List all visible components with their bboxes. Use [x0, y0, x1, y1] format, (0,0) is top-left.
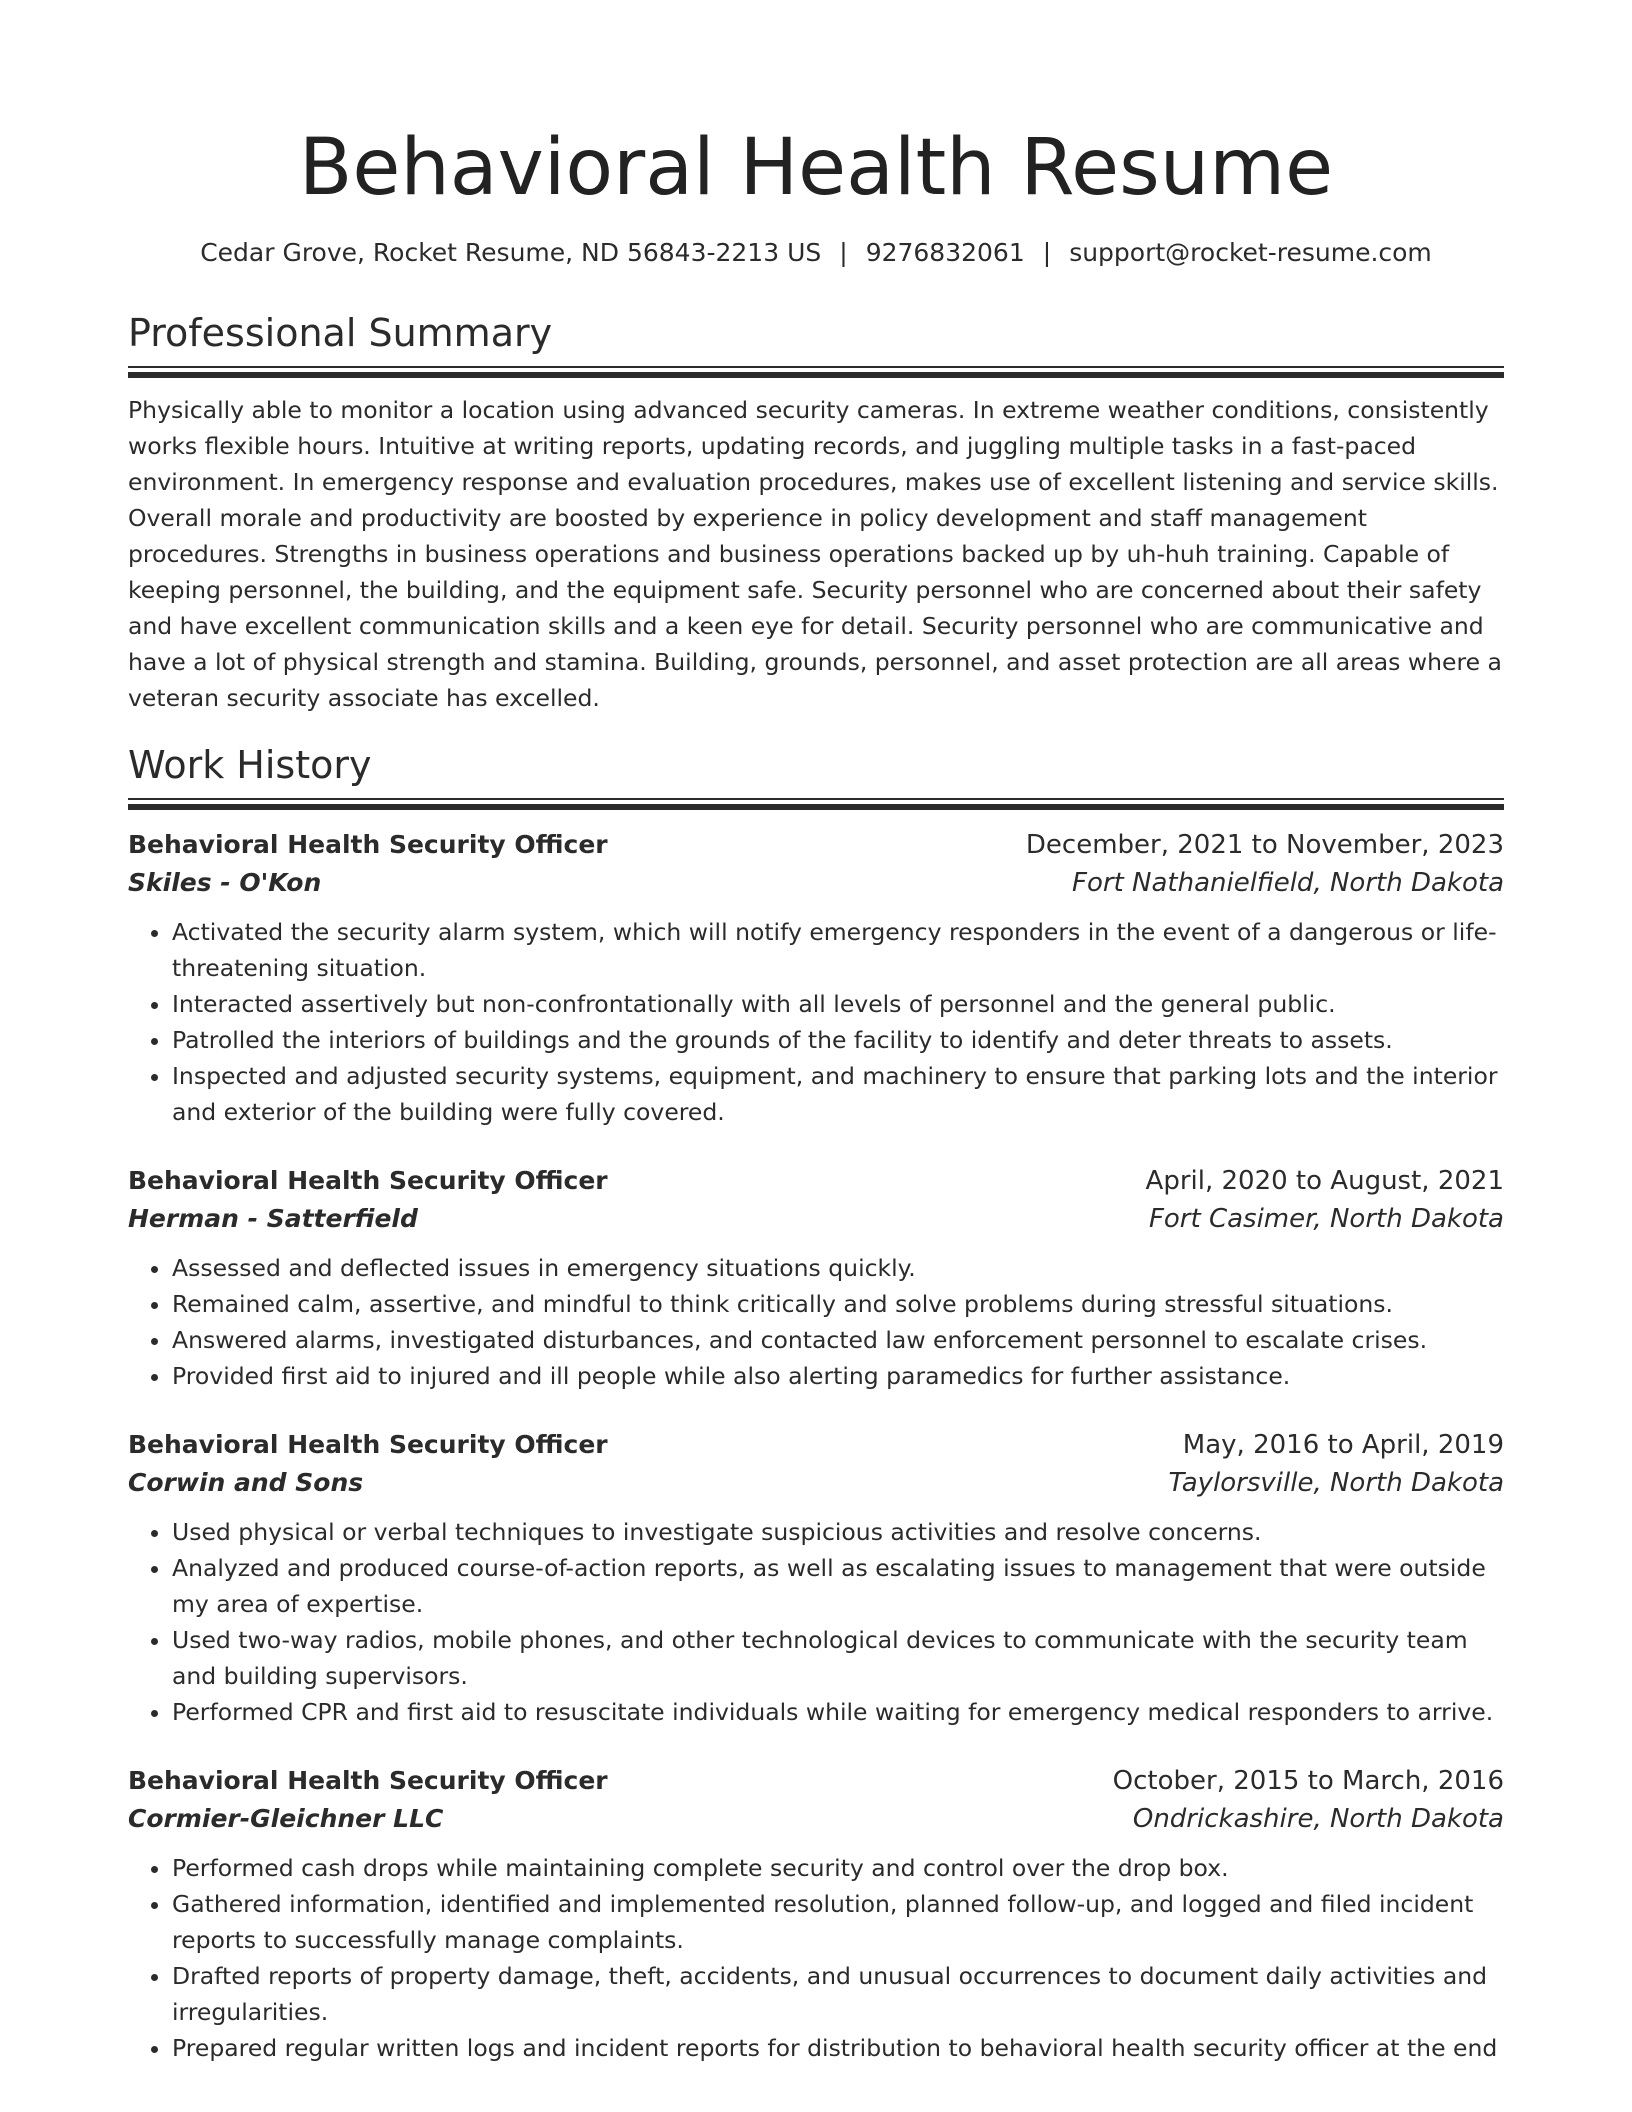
job-entry — [128, 826, 1504, 1130]
job-bullet: • Remained calm, assertive, and mindful to think critically and solve problems during stressful situations. — [172, 1286, 1504, 1322]
professional-summary-section — [128, 308, 1504, 716]
contact-separator: | — [1042, 238, 1052, 267]
job-dates: May, 2016 to April, 2019 — [1182, 1430, 1504, 1460]
job-title: Behavioral Health Security Officer — [128, 1766, 608, 1795]
job-subheader — [128, 1200, 1504, 1238]
company-name: Skiles - O'Kon — [128, 868, 322, 897]
job-bullet: • Provided first aid to injured and ill people while also alerting paramedics for further assistance. — [172, 1358, 1504, 1394]
job-bullet: • Performed CPR and first aid to resuscitate individuals while waiting for emergency medical responders to arrive. — [172, 1694, 1504, 1730]
job-bullet: • Interacted assertively but non-confrontationally with all levels of personnel and the general public. — [172, 986, 1504, 1022]
job-bullets — [128, 1250, 1504, 1394]
job-entry — [128, 1426, 1504, 1730]
contact-address: Cedar Grove, Rocket Resume, ND 56843-2213 US — [200, 238, 822, 267]
job-bullets — [128, 1850, 1504, 2066]
job-bullet: • Used physical or verbal techniques to investigate suspicious activities and resolve concerns. — [172, 1514, 1504, 1550]
contact-separator: | — [839, 238, 848, 267]
job-location: Ondrickashire, North Dakota — [1132, 1804, 1504, 1834]
job-entry — [128, 1162, 1504, 1394]
job-dates: April, 2020 to August, 2021 — [1145, 1166, 1504, 1196]
job-bullet: • Analyzed and produced course-of-action reports, as well as escalating issues to management that were outside my area of expertise. — [172, 1550, 1504, 1622]
company-name: Cormier-Gleichner LLC — [128, 1804, 444, 1833]
resume-title: Behavioral Health Resume — [298, 123, 1334, 213]
job-bullet: • Assessed and deflected issues in emergency situations quickly. — [172, 1250, 1504, 1286]
job-bullet: • Gathered information, identified and implemented resolution, planned follow-up, and logged and filed incident reports to successfully manage complaints. — [172, 1886, 1504, 1958]
job-subheader — [128, 1800, 1504, 1838]
company-name: Corwin and Sons — [128, 1468, 364, 1497]
job-dates: October, 2015 to March, 2016 — [1112, 1766, 1504, 1796]
job-title: Behavioral Health Security Officer — [128, 1430, 608, 1459]
job-header — [128, 1762, 1504, 1800]
contact-email: support@rocket-resume.com — [1069, 238, 1432, 267]
section-heading-summary: Professional Summary — [128, 311, 553, 355]
job-bullet: • Inspected and adjusted security systems, equipment, and machinery to ensure that parking lots and the interior and exterior of the building were fully covered. — [172, 1058, 1504, 1130]
summary-text: Physically able to monitor a location using advanced security cameras. In extreme weather conditions, consistently works flexible hours. Intuitive at writing reports, updating records, and juggling multiple tasks in a fast-paced environment. In emergency response and evaluation procedures, makes use of excellent listening and service skills. Overall morale and productivity are boosted by experience in policy development and staff management procedures. Strengths in business operations and business operations backed up by uh-huh training. Capable of keeping personnel, the building, and the equipment safe. Security personnel who are concerned about their safety and have excellent communication skills and a keen eye for detail. Security personnel who are communicative and have a lot of physical strength and stamina. Building, grounds, personnel, and asset protection are all areas where a veteran security associate has excelled. — [128, 396, 1502, 712]
job-title: Behavioral Health Security Officer — [128, 1166, 608, 1195]
job-header — [128, 1162, 1504, 1200]
resume-page — [128, 0, 1504, 2066]
section-divider — [128, 366, 1504, 378]
job-bullet: • Patrolled the interiors of buildings and the grounds of the facility to identify and deter threats to assets. — [172, 1022, 1504, 1058]
job-location: Fort Nathanielfield, North Dakota — [1072, 868, 1504, 898]
job-location: Taylorsville, North Dakota — [1168, 1468, 1504, 1498]
job-entry — [128, 1762, 1504, 2066]
job-header — [128, 1426, 1504, 1464]
job-subheader — [128, 1464, 1504, 1502]
job-bullet: • Used two-way radios, mobile phones, and other technological devices to communicate with the security team and building supervisors. — [172, 1622, 1504, 1694]
contact-phone: 9276832061 — [865, 238, 1025, 267]
job-subheader — [128, 864, 1504, 902]
job-title: Behavioral Health Security Officer — [128, 830, 608, 859]
job-bullets — [128, 1514, 1504, 1730]
section-divider — [128, 798, 1504, 810]
job-bullet: • Performed cash drops while maintaining complete security and control over the drop box. — [172, 1850, 1504, 1886]
job-bullet: • Drafted reports of property damage, theft, accidents, and unusual occurrences to document daily activities and irregularities. — [172, 1958, 1504, 2030]
company-name: Herman - Satterfield — [128, 1204, 418, 1233]
job-bullet: • Activated the security alarm system, which will notify emergency responders in the event of a dangerous or life-threatening situation. — [172, 914, 1504, 986]
job-header — [128, 826, 1504, 864]
contact-line — [128, 236, 1504, 270]
section-heading-work-history: Work History — [128, 743, 372, 787]
job-dates: December, 2021 to November, 2023 — [1025, 830, 1504, 860]
job-location: Fort Casimer, North Dakota — [1148, 1204, 1504, 1234]
job-bullets — [128, 914, 1504, 1130]
job-bullet: • Answered alarms, investigated disturbances, and contacted law enforcement personnel to escalate crises. — [172, 1322, 1504, 1358]
work-history-section — [128, 740, 1504, 2066]
job-bullet: • Prepared regular written logs and incident reports for distribution to behavioral health security officer at the end — [172, 2030, 1504, 2066]
